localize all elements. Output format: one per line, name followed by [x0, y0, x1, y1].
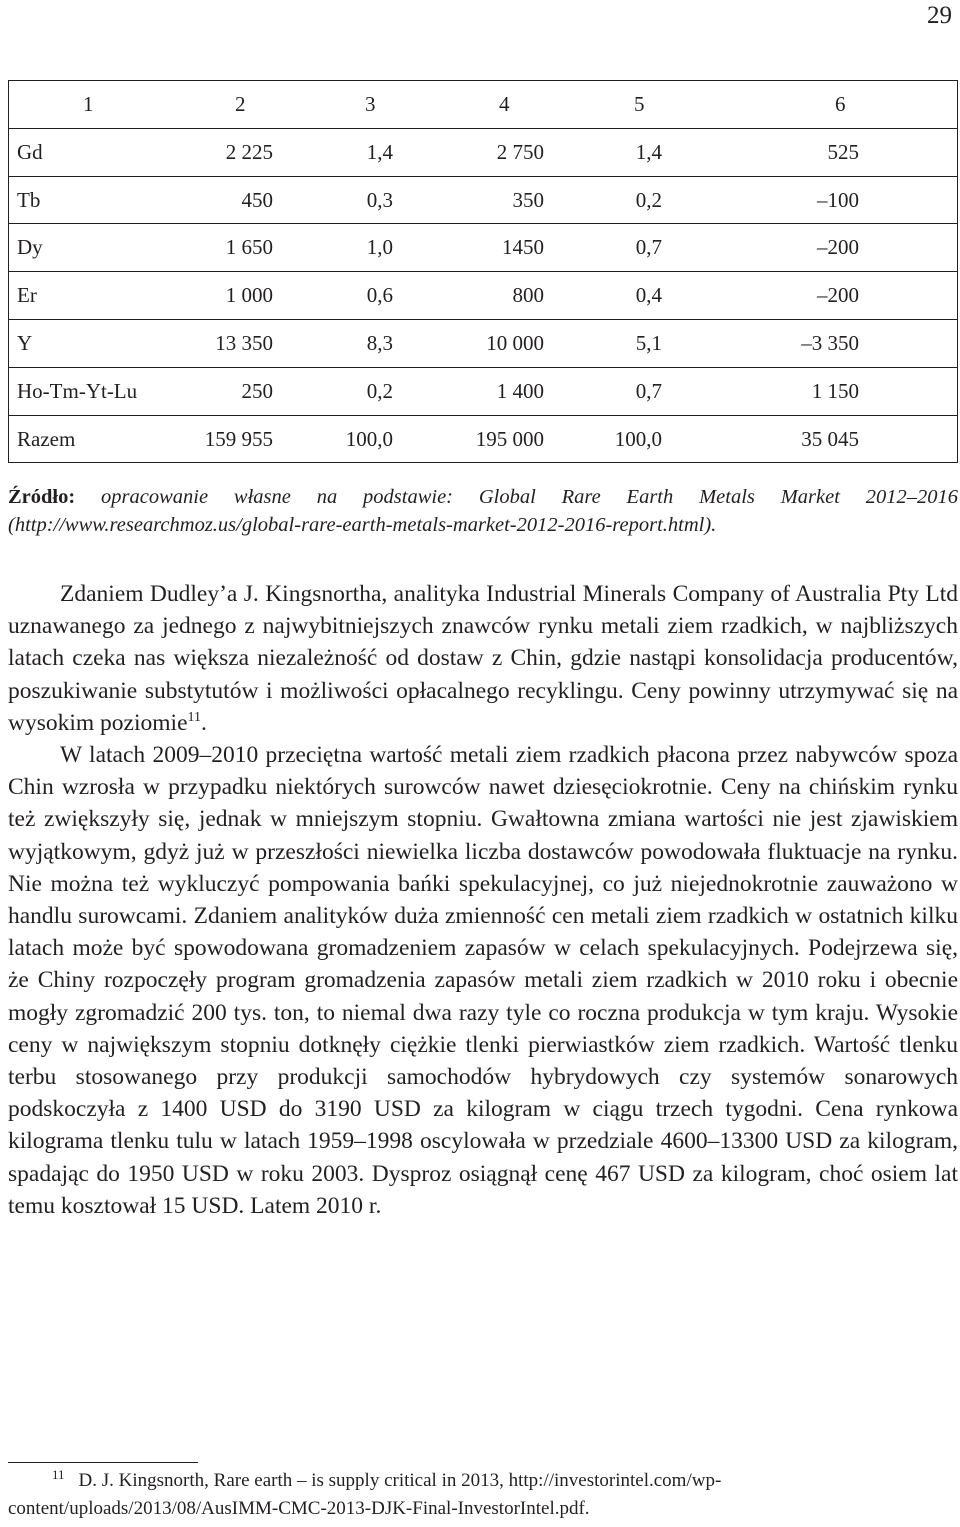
table-cell: 2 225: [225, 139, 273, 164]
footnote-divider: [8, 1462, 198, 1463]
table-cell: 1 400: [496, 378, 544, 403]
table-header-cell: 3: [365, 92, 376, 116]
table-cell: Y: [17, 330, 33, 355]
table-cell: 0,4: [635, 283, 662, 308]
table-header-row: [8, 81, 958, 128]
table-cell: 8,3: [366, 330, 393, 355]
table-row: [8, 223, 958, 271]
table-row: [8, 271, 958, 319]
table-cell: 0,3: [366, 187, 393, 212]
table-cell: 450: [241, 187, 273, 212]
table-row: [8, 176, 958, 224]
table-row: [8, 367, 958, 415]
table-cell: –100: [817, 187, 859, 212]
source-text: opracowanie własne na podstawie: Global Rare Earth Metals Market 2012–2016 (http://www.researchmoz.us/global-rare-earth-metals-market-2012-2016-report.html).: [8, 486, 958, 536]
table-cell: 2 750: [496, 139, 544, 164]
table-cell: 13 350: [215, 330, 273, 355]
table-row: [8, 128, 958, 176]
table-cell: 350: [512, 187, 544, 212]
table-cell: 1,0: [366, 235, 393, 260]
table-cell: 0,2: [366, 378, 393, 403]
table-cell: 1 000: [225, 283, 273, 308]
table-header-cell: 2: [235, 92, 246, 116]
footnote: [8, 1467, 958, 1523]
table-cell: –200: [817, 235, 859, 260]
table-cell: –3 350: [801, 330, 859, 355]
table-cell: 100,0: [614, 426, 662, 451]
table-cell: 0,7: [635, 235, 662, 260]
table-cell: 1 150: [811, 378, 859, 403]
table-header-cell: 1: [83, 92, 94, 116]
table-row: [8, 319, 958, 367]
footnote-text: D. J. Kingsnorth, Rare earth – is supply critical in 2013, http://investorintel.com/wp-content/uploads/2013/08/AusIMM-CMC-2013-DJK-Final-InvestorIntel.pdf.: [8, 1470, 722, 1519]
table-cell: 10 000: [486, 330, 544, 355]
table-cell: 800: [512, 283, 544, 308]
table-header-cell: 6: [835, 92, 846, 116]
table-cell: 100,0: [345, 426, 393, 451]
table-cell: 0,7: [635, 378, 662, 403]
table-cell: 159 955: [204, 426, 273, 451]
table-cell: –200: [817, 283, 859, 308]
paragraph: [8, 739, 958, 1222]
table-header-cell: 5: [634, 92, 645, 116]
body-text: [8, 578, 958, 1222]
table-header-cell: 4: [499, 92, 510, 116]
footnote-reference[interactable]: 11: [187, 709, 201, 725]
table-cell: 0,2: [635, 187, 662, 212]
table-cell: 250: [241, 378, 273, 403]
table-cell: 1,4: [366, 139, 393, 164]
table-cell: 1450: [502, 235, 544, 260]
page-number: 29: [927, 2, 952, 29]
rare-earth-table: [8, 80, 958, 463]
paragraph-end: .: [200, 709, 207, 736]
table-cell: 5,1: [635, 330, 662, 355]
table-total-row: [8, 415, 958, 463]
table-cell: 0,6: [366, 283, 393, 308]
table-cell: Razem: [17, 426, 76, 451]
table-cell: 35 045: [801, 426, 859, 451]
table-cell: 1 650: [225, 235, 273, 260]
paragraph-text: Zdaniem Dudley’a J. Kingsnortha, analityka Industrial Minerals Company of Australia Pty Ltd uznawanego za jednego z najwybitniejszych znawców rynku metali ziem rzadkich, w najbliższych latach czeka nas większa niezależność od dostaw z Chin, gdzie nastąpi konsolidacja producentów, poszukiwanie substytutów i możliwości opłacalnego recyklingu. Ceny powinny utrzymywać się na wysokim poziomie: [8, 581, 958, 736]
table-cell: Dy: [17, 235, 43, 260]
source-label: Źródło:: [8, 486, 76, 508]
table-cell: Tb: [17, 187, 41, 212]
paragraph: [8, 578, 958, 739]
table-cell: 525: [827, 139, 859, 164]
table-cell: 1,4: [635, 139, 662, 164]
table-cell: Ho-Tm-Yt-Lu: [17, 378, 138, 403]
table-cell: Er: [17, 283, 37, 308]
paragraph-text: W latach 2009–2010 przeciętna wartość metali ziem rzadkich płacona przez nabywców spoza Chin wzrosła w przypadku niektórych surowców nawet dziesęciokrotnie. Ceny na chińskim rynku też zwiększyły się, jednak w mniejszym stopniu. Gwałtowna zmiana wartości nie jest zjawiskiem wyjątkowym, gdyż już w przeszłości niewielka liczba dostawców powodowała fluktuacje na rynku. Nie można też wykluczyć pompowania bańki spekulacyjnej, co już niejednokrotnie zauważono w handlu surowcami. Zdaniem analityków duża zmienność cen metali ziem rzadkich w ostatnich kilku latach może być spowodowana gromadzeniem zapasów w celach spekulacyjnych. Podejrzewa się, że Chiny rozpoczęły program gromadzenia zapasów metali ziem rzadkich w 2010 roku i obecnie mogły zgromadzić 200 tys. ton, to niemal dwa razy tyle co roczna produkcja w tym kraju. Wysokie ceny w największym stopniu dotknęły ciężkie tlenki pierwiastków ziem rzadkich. Wartość tlenku terbu stosowanego przy produkcji samochodów hybrydowych czy systemów sonarowych podskoczyła z 1400 USD do 3190 USD za kilogram w ciągu trzech tygodni. Cena rynkowa kilograma tlenku tulu w latach 1959–1998 oscylowała w przedziale 4600–13300 USD za kilogram, spadając do 1950 USD w roku 2003. Dysproz osiągnął cenę 467 USD za kilogram, choć osiem lat temu kosztował 15 USD. Latem 2010 r.: [8, 742, 958, 1219]
table-cell: 195 000: [475, 426, 544, 451]
table-cell: Gd: [17, 139, 43, 164]
footnote-number: 11: [52, 1466, 65, 1482]
table-source-note: [8, 483, 958, 539]
